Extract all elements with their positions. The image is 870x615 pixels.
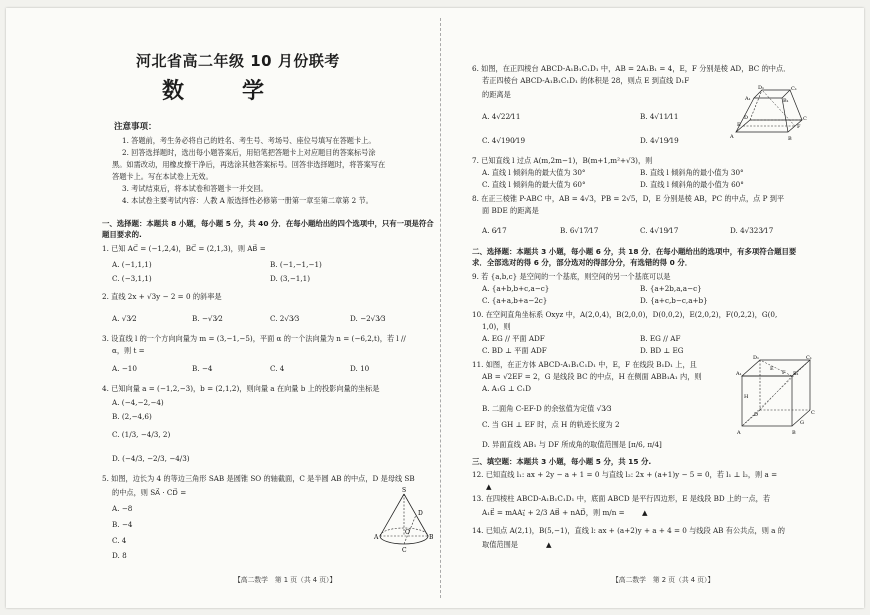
q13-blank: ▲ — [642, 508, 648, 517]
cone-label: A — [374, 534, 379, 541]
q11-option-c: C. 当 GH ⊥ EF 时，点 H 的轨迹长度为 2 — [482, 420, 620, 429]
q6-option-c: C. 4√190⁄19 — [482, 136, 526, 145]
subject-title: 数 学 — [162, 78, 283, 104]
cube-label: D₁ — [753, 355, 760, 361]
q9-option-a: A. {a+b,b+c,a−c} — [482, 284, 550, 293]
section-2-heading-cont: 求．全部选对的得 6 分，部分选对的得部分分，有选错的得 0 分． — [472, 258, 693, 267]
q3-option-a: A. −10 — [112, 364, 137, 373]
frustum-label: B₁ — [783, 98, 789, 104]
q6-option-d: D. 4√19⁄19 — [640, 136, 679, 145]
q4-option-d: D. (−4/3, −2/3, −4/3) — [112, 454, 190, 463]
q7-option-a: A. 直线 l 倾斜角的最大值为 30° — [482, 168, 586, 177]
q12-stem: 12. 已知直线 l₁: ax + 2y − a + 1 = 0 与直线 l₂: 2x + (a+1)y − 5 = 0，若 l₁ ⊥ l₂，则 a = — [472, 470, 778, 479]
q6-stem: 6. 如图，在正四棱台 ABCD-A₁B₁C₁D₁ 中，AB = 2A₁B₁ = 4，E，F 分别是棱 AD，BC 的中点． — [472, 64, 791, 73]
page-divider — [440, 18, 441, 598]
cube-label: E — [770, 366, 774, 372]
q1-stem: 1. 已知 AC⃗ = (−1,2,4)，BC⃗ = (2,1,3)，则 AB⃗ = — [102, 244, 266, 253]
cube-label: D — [754, 412, 759, 418]
q11-option-a: A. A₁G ⊥ C₁D — [482, 384, 532, 393]
q5-stem: 5. 如图，边长为 4 的等边三角形 SAB 是圆锥 SO 的轴截面，C 是半圆 AB 的中点，D 是母线 SB — [102, 474, 415, 483]
cube-figure — [736, 354, 814, 450]
cone-label: C — [402, 547, 407, 554]
q5-option-b: B. −4 — [112, 520, 133, 529]
q10-option-a: A. EG // 平面 ADF — [482, 334, 545, 343]
q10-stem-cont: 1,0)，则 — [482, 322, 511, 331]
frustum-label: E — [737, 122, 741, 128]
q14-stem-cont: 取值范围是 — [482, 540, 518, 549]
q8-option-d: D. 4√323⁄17 — [730, 226, 774, 235]
q4-stem: 4. 已知向量 a = (−1,2,−3)，b = (2,1,2)，则向量 a 在向量 b 上的投影向量的坐标是 — [102, 384, 380, 393]
q9-option-d: D. {a+c,b−c,a+b} — [640, 296, 708, 305]
cube-label: F — [782, 370, 786, 376]
cube-label: G — [800, 420, 804, 426]
notice-line: 2. 回答选择题时，选出每小题答案后，用铅笔把答题卡上对应题目的答案标号涂 — [122, 148, 376, 157]
q8-stem-cont: 面 BDE 的距离是 — [482, 206, 539, 215]
q3-stem: 3. 设直线 l 的一个方向向量为 m = (3,−1,−5)，平面 α 的一个法向量为 n = (−6,2,t)，若 l // — [102, 334, 406, 343]
q2-option-c: C. 2√3⁄3 — [270, 314, 300, 323]
cube-label: C — [811, 410, 815, 416]
q9-option-c: C. {a+a,b+a−2c} — [482, 296, 548, 305]
q7-option-c: C. 直线 l 倾斜角的最大值为 60° — [482, 180, 586, 189]
notice-line: 4. 本试卷主要考试内容：人教 A 版选择性必修第一册第一章至第二章第 2 节。 — [122, 196, 373, 205]
q8-option-a: A. 6⁄17 — [482, 226, 507, 235]
q8-option-c: C. 4√19⁄17 — [640, 226, 679, 235]
q7-option-b: B. 直线 l 倾斜角的最小值为 30° — [640, 168, 744, 177]
notice-line: 黑。如需改动，用橡皮擦干净后，再选涂其他答案标号。回答非选择题时，将答案写在 — [112, 160, 386, 169]
cube-label: A₁ — [736, 371, 742, 377]
notice-heading: 注意事项： — [114, 122, 157, 132]
cube-label: B — [792, 430, 796, 436]
page-2 — [446, 8, 864, 608]
q11-stem: 11. 如图，在正方体 ABCD-A₁B₁C₁D₁ 中，E，F 在线段 B₁D₁ 上，且 — [472, 360, 697, 369]
q12-blank: ▲ — [486, 482, 492, 491]
frustum-label: C₁ — [791, 86, 797, 92]
q4-option-a: A. (−4,−2,−4) — [112, 398, 164, 407]
notice-line: 3. 考试结束后，将本试卷和答题卡一并交回。 — [122, 184, 268, 193]
frustum-label: D — [744, 115, 749, 121]
page-1-footer: 【高二数学 第 1 页（共 4 页）】 — [234, 576, 337, 584]
exam-sheet — [6, 8, 864, 608]
q13-stem-cont: A₁E⃗ = mAA₁⃗ + 2/3 AB⃗ + nAD⃗，则 m/n = — [482, 508, 625, 517]
q8-stem: 8. 在正三棱锥 P-ABC 中，AB = 4√3，PB = 2√5，D，E 分别是棱 AB，PC 的中点，点 P 到平 — [472, 194, 785, 203]
cube-label: A — [737, 430, 741, 436]
q6-stem-cont2: 的距离是 — [482, 90, 511, 99]
frustum-label: D₁ — [758, 85, 765, 91]
q10-stem: 10. 在空间直角坐标系 Oxyz 中，A(2,0,4)，B(2,0,0)，D(0,0,2)，E(2,0,2)，F(0,2,2)，G(0, — [472, 310, 778, 319]
notice-line: 1. 答题前，考生务必将自己的姓名、考生号、考场号、座位号填写在答题卡上。 — [122, 136, 376, 145]
q3-option-d: D. 10 — [350, 364, 370, 373]
frustum-figure — [728, 84, 806, 144]
q1-option-a: A. (−1,1,1) — [112, 260, 152, 269]
q14-blank: ▲ — [546, 540, 552, 549]
section-2-heading: 二、选择题：本题共 3 小题，每小题 6 分，共 18 分．在每小题给出的选项中，有多项符合题目要 — [472, 247, 797, 256]
exam-title: 河北省高二年级 10 月份联考 — [136, 52, 340, 70]
notice-line: 答题卡上。写在本试卷上无效。 — [112, 172, 213, 181]
q1-option-c: C. (−3,1,1) — [112, 274, 152, 283]
q7-option-d: D. 直线 l 倾斜角的最小值为 60° — [640, 180, 744, 189]
q10-option-d: D. BD ⊥ EG — [640, 346, 684, 355]
frustum-label: B — [788, 136, 792, 142]
cone-label: O — [405, 529, 410, 536]
q10-option-b: B. EG // AF — [640, 334, 681, 343]
cone-figure — [374, 486, 434, 554]
q2-stem: 2. 直线 2x + √3y − 2 = 0 的斜率是 — [102, 292, 222, 301]
q6-option-b: B. 4√11⁄11 — [640, 112, 679, 121]
q5-stem-cont: 的中点，则 SA⃗ · CD⃗ = — [112, 488, 187, 497]
q8-option-b: B. 6√17⁄17 — [560, 226, 599, 235]
q11-option-b: B. 二面角 C-EF-D 的余弦值为定值 √3⁄3 — [482, 404, 612, 413]
page-1 — [6, 8, 434, 608]
q3-option-b: B. −4 — [192, 364, 213, 373]
q11-stem-cont: AB = √2EF = 2，G 是线段 BC 的中点，H 在侧面 ABB₁A₁ 内，则 — [482, 372, 702, 381]
q7-stem: 7. 已知直线 l 过点 A(m,2m−1)，B(m+1,m²+√3)，则 — [472, 156, 653, 165]
q3-option-c: C. 4 — [270, 364, 285, 373]
q1-option-b: B. (−1,−1,−1) — [270, 260, 322, 269]
q9-option-b: B. {a+2b,a,a−c} — [640, 284, 702, 293]
q14-stem: 14. 已知点 A(2,1)，B(5,−1)，直线 l: ax + (a+2)y + a + 4 = 0 与线段 AB 有公共点，则 a 的 — [472, 526, 785, 535]
q6-stem-cont: 若正四棱台 ABCD-A₁B₁C₁D₁ 的体积是 28，则点 E 到直线 D₁F — [482, 76, 690, 85]
frustum-label: A₁ — [745, 96, 751, 102]
section-1-heading: 一、选择题：本题共 8 小题，每小题 5 分，共 40 分．在每小题给出的四个选项中，只有一项是符合 — [102, 219, 434, 228]
q11-option-d: D. 异面直线 AB₁ 与 DF 所成角的取值范围是 [π/6, π/4] — [482, 440, 662, 449]
q6-option-a: A. 4√22⁄11 — [482, 112, 521, 121]
q5-option-d: D. 8 — [112, 551, 127, 560]
q5-option-a: A. −8 — [112, 504, 133, 513]
cube-label: C₁ — [806, 355, 812, 361]
cone-label: B — [429, 534, 434, 541]
q13-stem: 13. 在四棱柱 ABCD-A₁B₁C₁D₁ 中，底面 ABCD 是平行四边形，E 是线段 BD 上的一点，若 — [472, 494, 771, 503]
page-2-footer: 【高二数学 第 2 页（共 4 页）】 — [612, 576, 715, 584]
q1-option-d: D. (3,−1,1) — [270, 274, 310, 283]
section-3-heading: 三、填空题：本题共 3 小题，每小题 5 分，共 15 分. — [472, 457, 652, 466]
q2-option-a: A. √3⁄2 — [112, 314, 137, 323]
frustum-label: C — [803, 116, 807, 122]
q9-stem: 9. 若 {a,b,c} 是空间的一个基底，则空间的另一个基底可以是 — [472, 272, 671, 281]
q3-stem-cont: α，则 t = — [112, 346, 145, 355]
frustum-label: A — [730, 134, 734, 140]
q2-option-d: D. −2√3⁄3 — [350, 314, 386, 323]
frustum-label: F — [797, 124, 801, 130]
section-1-heading-cont: 题目要求的. — [102, 230, 142, 239]
cone-label: D — [418, 510, 423, 517]
cone-label: S — [402, 487, 407, 494]
q5-option-c: C. 4 — [112, 536, 127, 545]
q4-option-c: C. (1/3, −4/3, 2) — [112, 430, 171, 439]
cube-label: B₁ — [793, 371, 799, 377]
q10-option-c: C. BD ⊥ 平面 ADF — [482, 346, 547, 355]
q2-option-b: B. −√3⁄2 — [192, 314, 223, 323]
q4-option-b: B. (2,−4,6) — [112, 412, 152, 421]
cube-label: H — [744, 394, 749, 400]
